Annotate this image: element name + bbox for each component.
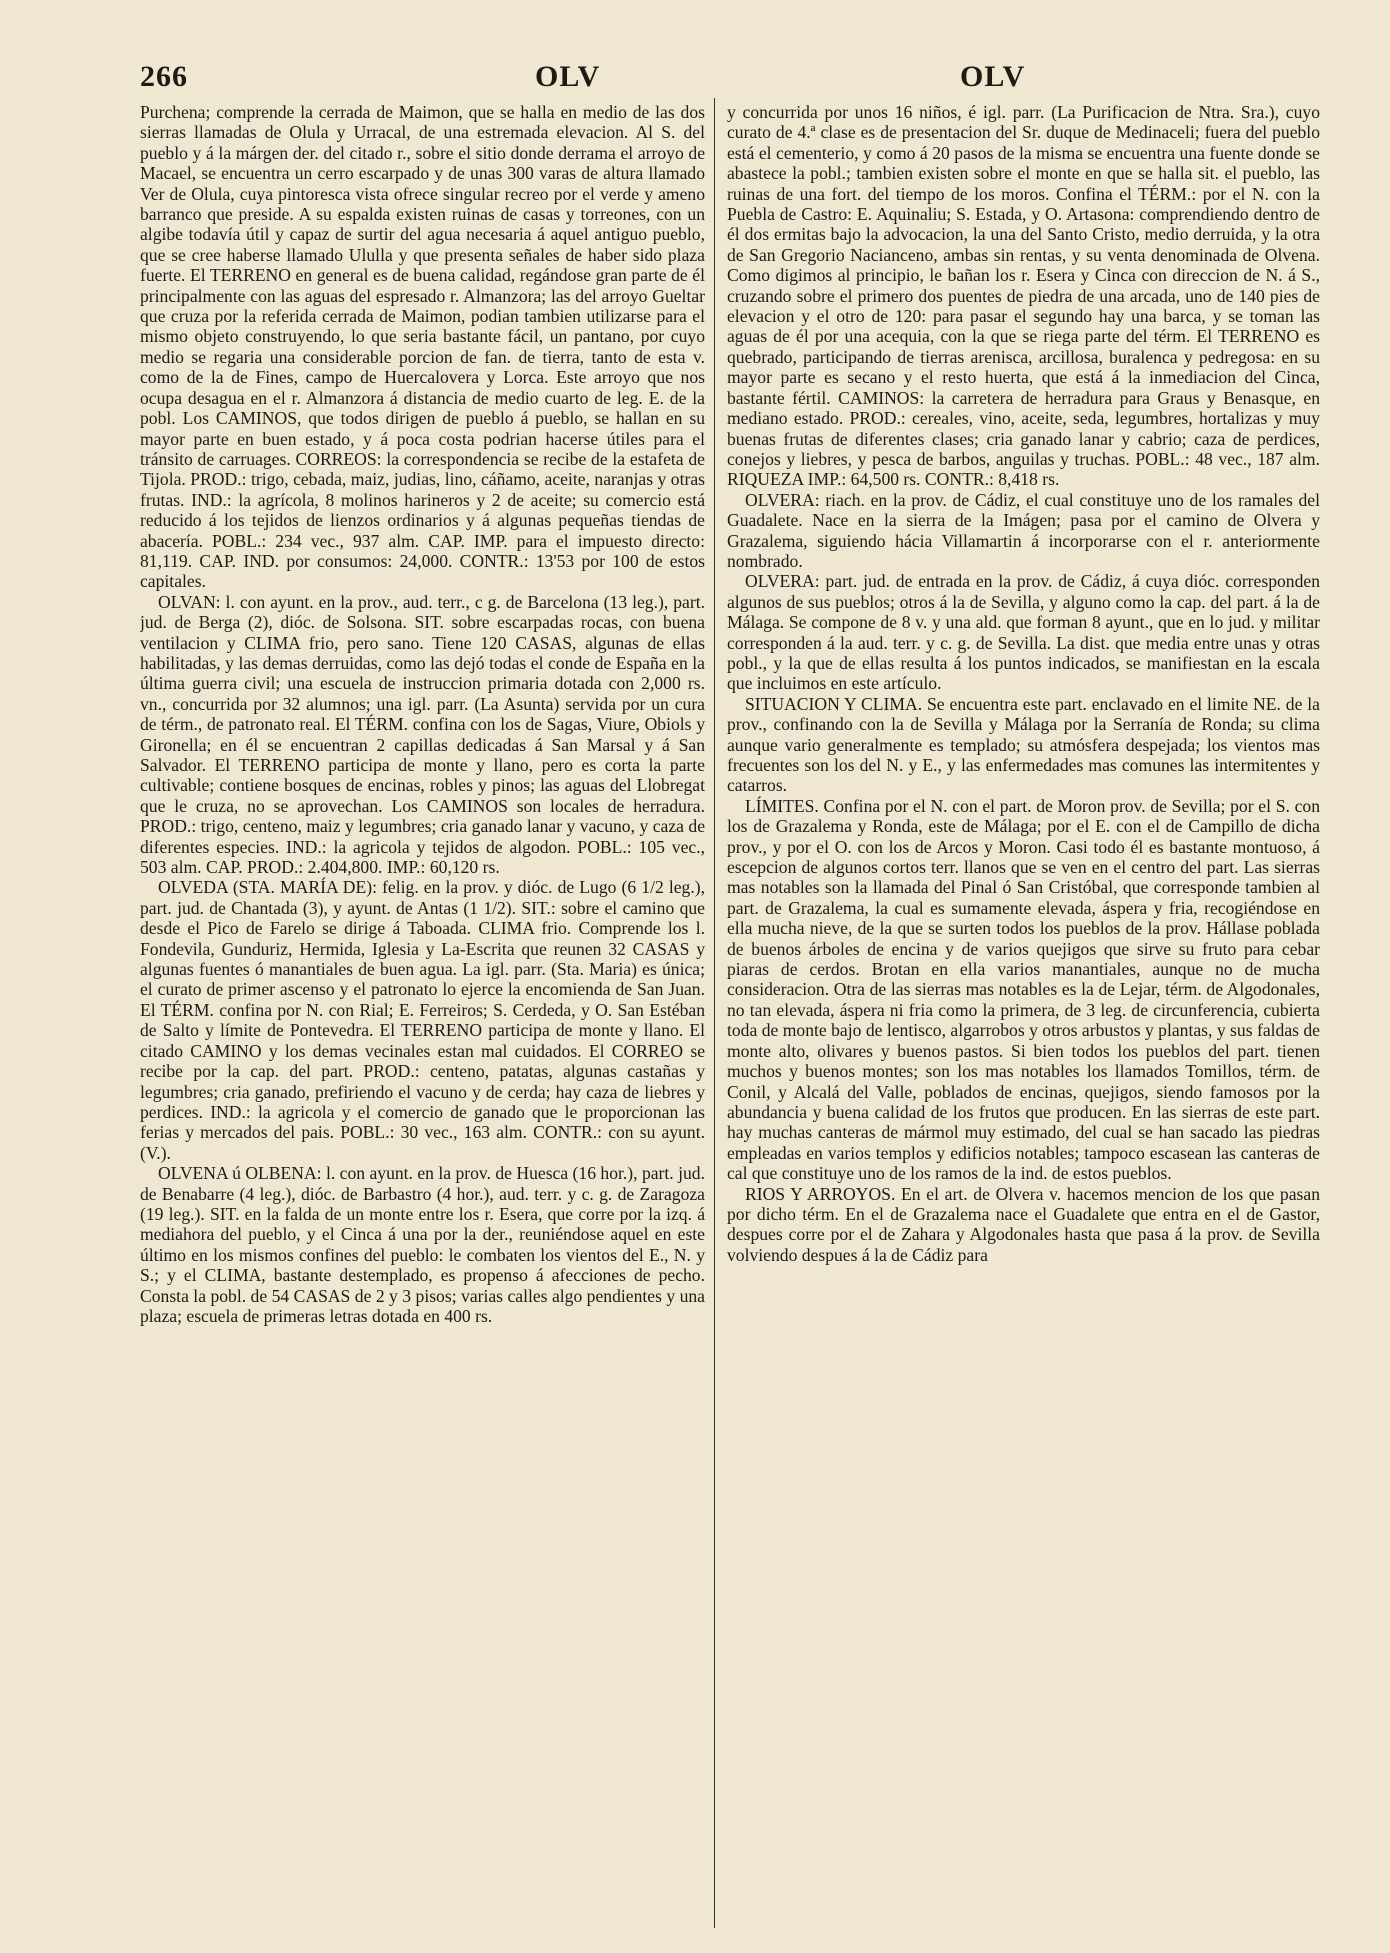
entry-olvera-part: OLVERA: part. jud. de entrada en la prov. de Cádiz, á cuya dióc. corresponden algunos de sus pueblos; otros á la de Sevilla, y alguno como la cap. del part. á la de Málaga. Se compone de 8 v. y una ald. que forman 8 ayunt., que en lo jud. y militar corresponden á la aud. terr. y c. g. de Sevilla. La dist. que media entre unas y otras pobl., y la que de ellas resulta á los puntos indicados, se manifiestan en la escala que incluimos en este artículo. xyxy=(727,571,1320,694)
entry-olveda: OLVEDA (STA. MARÍA DE): felig. en la prov. y dióc. de Lugo (6 1/2 leg.), part. jud. de Chantada (3), y ayunt. de Antas (1 1/2). SIT.: sobre el camino que desde el Pico de Farelo se dirige á Taboada. CLIMA frio. Comprende los l. Fondevila, Gunduriz, Hermida, Iglesia y La-Escrita que reunen 32 CASAS y algunas fuentes ó manantiales de buen agua. La igl. parr. (Sta. Maria) es única; el curato de primer ascenso y el patronato lo ejerce la encomienda de San Juan. El TÉRM. confina por N. con Rial; E. Ferreiros; S. Cerdeda, y O. San Estéban de Salto y límite de Pontevedra. El TERRENO participa de monte y llano. El citado CAMINO y los demas vecinales estan mal cuidados. El CORREO se recibe por la cap. del part. PROD.: centeno, patatas, algunas castañas y legumbres; cria ganado, prefiriendo el vacuno y de cerda; hay caza de liebres y perdices. IND.: la agricola y el comercio de ganado que le proporcionan las ferias y mercados del pais. POBL.: 30 vec., 163 alm. CONTR.: con su ayunt. (V.). xyxy=(140,877,705,1163)
running-head-left: OLV xyxy=(535,60,601,93)
entry-olvan: OLVAN: l. con ayunt. en la prov., aud. terr., c g. de Barcelona (13 leg.), part. jud. de Berga (2), dióc. de Solsona. SIT. sobre escarpadas rocas, con buena ventilacion y CLIMA frio, pero sano. Tiene 120 CASAS, algunas de ellas habilitadas, y las demas derruidas, como las dejó todas el conde de España en la última guerra civil; una escuela de instruccion primaria dotada con 2,000 rs. vn., concurrida por 32 alumnos; una igl. parr. (La Asunta) servida por un cura de térm., de patronato real. El TÉRM. confina con los de Sagas, Viure, Obiols y Gironella; en él se encuentran 2 capillas dedicadas á San Marsal y á San Salvador. El TERRENO participa de monte y llano, pero es corta la parte cultivable; contiene bosques de encinas, robles y pinos; las aguas del Llobregat que le cruza, no se aprovechan. Los CAMINOS son locales de herradura. PROD.: trigo, centeno, maiz y legumbres; cria ganado lanar y vacuno, y caza de diferentes especies. IND.: la agricola y tejidos de algodon. POBL.: 105 vec., 503 alm. CAP. PROD.: 2.404,800. IMP.: 60,120 rs. xyxy=(140,591,705,878)
entry-paragraph: Purchena; comprende la cerrada de Maimon, que se halla en medio de las dos sierras llamadas de Olula y Urracal, de una estremada elevacion. Al S. del pueblo y á la márgen der. del citado r., sobre el sitio donde derrama el arroyo de Macael, se encuentra un cerro escarpado y de unas 300 varas de altura llamado Ver de Olula, cuya pintoresca vista ofrece singular recreo por el verde y ameno barranco que preside. A su espalda existen ruinas de casas y torreones, con un algibe todavía útil y capaz de surtir del agua necesaria á aquel antiguo pueblo, que se cree haberse llamado Ululla y que presenta señales de haber sido plaza fuerte. El TERRENO en general es de buena calidad, regándose gran parte de él principalmente con las aguas del espresado r. Almanzora; las del arroyo Gueltar que cruza por la referida cerrada de Maimon, podian tambien utilizarse para el mismo objeto construyendo, lo que seria bastante fácil, un pantano, por cuyo medio se regaria una considerable porcion de fan. de tierra, tanto de esta v. como de la de Fines, campo de Huercalovera y Lorca. Este arroyo que nos ocupa desagua en el r. Almanzora á distancia de medio cuarto de leg. E. de la pobl. Los CAMINOS, que todos dirigen de pueblo á pueblo, se hallan en su mayor parte en buen estado, y á poca costa podrian hacerse útiles para el tránsito de carruages. CORREOS: la correspondencia se recibe de la estafeta de Tijola. PROD.: trigo, cebada, maiz, judias, lino, cáñamo, aceite, naranjas y otras frutas. IND.: la agrícola, 8 molinos harineros y 2 de aceite; su comercio está reducido á los tejidos de lienzos ordinarios y á algunas pequeñas tiendas de abacería. POBL.: 234 vec., 937 alm. CAP. IMP. para el impuesto directo: 81,119. CAP. IND. por consumos: 24,000. CONTR.: 13'53 por 100 de estos capitales. xyxy=(140,102,705,592)
section-limites: LÍMITES. Confina por el N. con el part. de Moron prov. de Sevilla; por el S. con los de Grazalema y Ronda, este de Málaga; por el E. con el de Campillo de dicha prov., y por el O. con los de Arcos y Moron. Casi todo él es bastante montuoso, á escepcion de algunos cortos terr. llanos que se ven en el centro del part. Las sierras mas notables son la llamada del Pinal ó San Cristóbal, que corresponde tambien al part. de Grazalema, la cual es sumamente elevada, áspera y fria, recogiéndose en ella mucha nieve, de la que se surten todos los pueblos de la prov. Hállase poblada de buenos árboles de encina y de varios quejigos que sirve su fruto para cebar piaras de cerdos. Brotan en ella varios manantiales, aunque no de mucha consideracion. Otra de las sierras mas notables es la de Lejar, térm. de Algodonales, no tan elevada, áspera ni fria como la primera, de 3 leg. de circunferencia, cubierta toda de monte bajo de lentisco, algarrobos y otros arbustos y plantas, y sus faldas de monte alto, olivares y buenos pastos. Si bien todos los pueblos del part. tienen muchos y buenos montes; son los mas notables los llamados Tomillos, térm. de Conil, y Alcalá del Valle, poblados de encinas, quejigos, siendo famosos por la abundancia y buena calidad de los frutos que producen. En las sierras de este part. hay muchas canteras de mármol muy estimado, del cual se han sacado las piedras empleadas en varios templos y edificios notables; tampoco escasean las canteras de cal que constituye uno de los ramos de la ind. de estos pueblos. xyxy=(727,795,1320,1184)
column-divider xyxy=(714,98,715,1928)
page-header xyxy=(140,60,1312,102)
right-column xyxy=(727,102,1320,1922)
section-situacion-clima: SITUACION Y CLIMA. Se encuentra este part. enclavado en el limite NE. de la prov., confinando con la de Sevilla y Málaga por la Serranía de Ronda; su clima aunque vario generalmente es templado; su atmósfera despejada; los vientos mas frecuentes son los del N. y E., y las enfermedades mas comunes las intermitentes y catarros. xyxy=(727,693,1320,796)
section-rios-arroyos: RIOS Y ARROYOS. En el art. de Olvera v. hacemos mencion de los que pasan por dicho térm. En el de Grazalema nace el Guadalete que entra en el de Gastor, despues corre por el de Zahara y Algodonales hasta que pasa á la prov. de Sevilla volviendo despues á la de Cádiz para xyxy=(727,1183,1320,1265)
running-head-right: OLV xyxy=(960,60,1026,93)
left-column xyxy=(140,102,705,1922)
entry-paragraph: y concurrida por unos 16 niños, é igl. parr. (La Purificacion de Ntra. Sra.), cuyo curato de 4.ª clase es de presentacion del Sr. duque de Medinaceli; fuera del pueblo está el cementerio, y como á 20 pasos de la misma se encuentra una fuente donde se abastece la pobl.; tambien existen sobre el monte en que se halla sit. el pueblo, las ruinas de una fort. del tiempo de los moros. Confina el TÉRM.: por el N. con la Puebla de Castro: E. Aquinaliu; S. Estada, y O. Artasona: comprendiendo dentro de él dos ermitas bajo la advocacion, la una del Santo Cristo, medio derruida, y la otra de San Gregorio Nacianceno, ambas sin rentas, y su venta denominada de Olvena. Como digimos al principio, le bañan los r. Esera y Cinca con direccion de N. á S., cruzando sobre el primero dos puentes de piedra de una arcada, uno de 140 pies de elevacion y el otro de 120: para pasar el segundo hay una barca, y se toman las aguas de él por una acequia, con la que se riega parte del térm. El TERRENO es quebrado, participando de tierras arenisca, arcillosa, buralenca y pedregosa: en su mayor parte es secano y el resto huerta, que está á la inmediacion del Cinca, bastante fértil. CAMINOS: la carretera de herradura para Graus y Benasque, en mediano estado. PROD.: cereales, vino, aceite, seda, legumbres, hortalizas y muy buenas frutas de diferentes clases; cria ganado lanar y cabrio; caza de perdices, conejos y liebres, y pesca de barbos, anguilas y truchas. POBL.: 48 vec., 187 alm. RIQUEZA IMP.: 64,500 rs. CONTR.: 8,418 rs. xyxy=(727,102,1320,490)
entry-olvera-riach: OLVERA: riach. en la prov. de Cádiz, el cual constituye uno de los ramales del Guadalete. Nace en la sierra de la Imágen; pasa por el camino de Olvera y Grazalema, siguiendo hácia Villamartin á incorporarse con el r. anteriormente nombrado. xyxy=(727,489,1320,571)
page-number: 266 xyxy=(140,60,188,93)
entry-olvena: OLVENA ú OLBENA: l. con ayunt. en la prov. de Huesca (16 hor.), part. jud. de Benabarre (4 leg.), dióc. de Barbastro (4 hor.), aud. terr. y c. g. de Zaragoza (19 leg.). SIT. en la falda de un monte entre los r. Esera, que corre por la izq. á mediahora del pueblo, y el Cinca á una por la der., reuniéndose aquel en este último en los mismos confines del pueblo: le combaten los vientos del E., N. y S.; y el CLIMA, bastante destemplado, es propenso á afecciones de pecho. Consta la pobl. de 54 CASAS de 2 y 3 pisos; varias calles algo pendientes y una plaza; escuela de primeras letras dotada en 400 rs. xyxy=(140,1163,705,1326)
